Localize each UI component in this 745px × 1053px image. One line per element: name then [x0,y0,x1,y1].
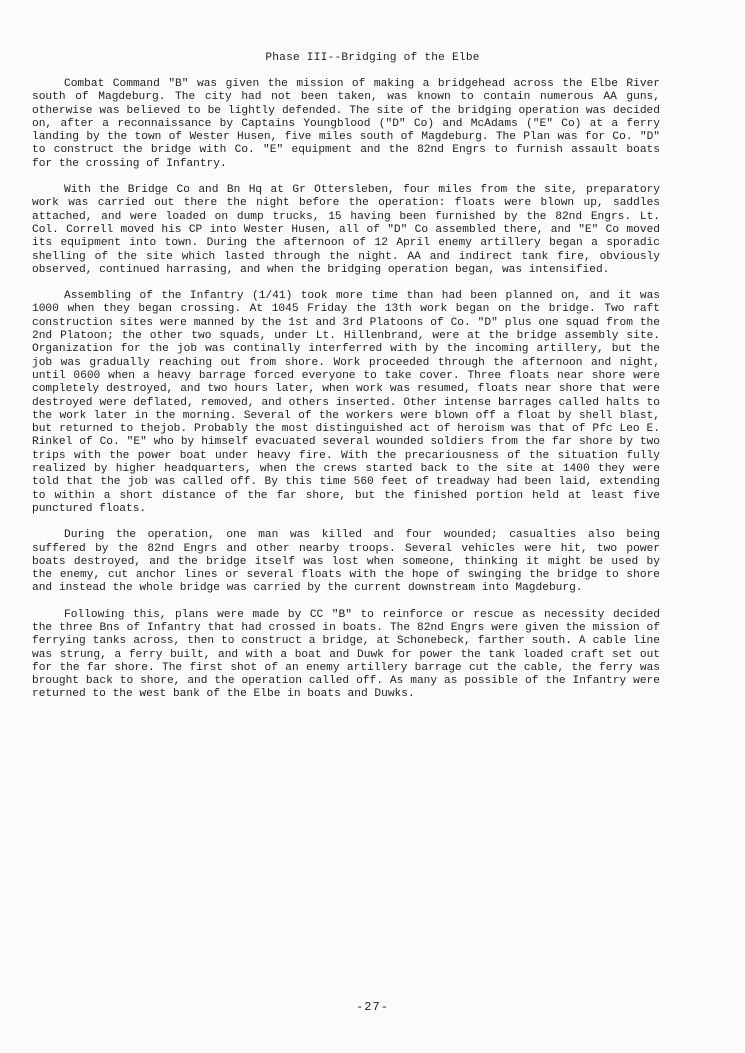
paragraph-ferrying-tanks: Following this, plans were made by CC "B" to reinforce or rescue as necessity decided the three Bns of Infantry that had crossed in boats. The 82nd Engrs were given the mission of ferrying tanks across, then to construct a bridge, at Schonebeck, farther south. A cable line was strung, a ferry built, and with a boat and Duwk for power the tank loaded craft set out for the far shore. The first shot of an enemy artillery barrage cut the cable, the ferry was brought back to shore, and the operation called off. As many as possible of the Infantry were returned to the west bank of the Elbe in boats and Duwks. [32,608,660,701]
page-title: Phase III--Bridging of the Elbe [265,52,480,64]
paragraph-casualties: During the operation, one man was killed and four wounded; casualties also being suffered by the 82nd Engrs and other nearby troops. Several vehicles were hit, two power boats destroyed, and the bridge itself was lost when someone, thinking it might be used by the enemy, cut anchor lines or several floats with the hope of swinging the bridge to shore and instead the whole bridge was carried by the current downstream into Magdeburg. [32,529,660,595]
paragraph-preparatory-work: With the Bridge Co and Bn Hq at Gr Ottersleben, four miles from the site, preparatory work was carried out there the night before the operation: floats were blown up, saddles attached, and were loaded on dump trucks, 15 having been furnished by the 82nd Engrs. Lt. Col. Correll moved his CP into Wester Husen, all of "D" Co assembled there, and "E" Co moved its equipment into town. During the afternoon of 12 April enemy artillery began a sporadic shelling of the site which lasted through the night. AA and indirect tank fire, obviously observed, continued harrasing, and when the bridging operation began, was intensified. [32,184,660,276]
paragraph-infantry-assembly: Assembling of the Infantry (1/41) took more time than had been planned on, and it was 1000 when they began crossing. At 1045 Friday the 13th work began on the bridge. Two raft construction sites were manned by the 1st and 3rd Platoons of Co. "D" plus one squad from the 2nd Platoon; the other two squads, under Lt. Hillenbrand, were at the bridge assembly site. Organization for the job was continally interferred with by the incoming artillery, but the job was gradually reaching out from shore. Work proceeded through the afternoon and night, until 0600 when a heavy barrage forced everyone to take cover. Three floats near shore were completely destroyed, and two hours later, when work was resumed, floats near shore that were destroyed were deflated, removed, and others inserted. Other intense barrages called halts to the work later in the morning. Several of the workers were blown off a float by shell blast, but returned to thejob. Probably the most distinguished act of heroism was that of Pfc Leo E. Rinkel of Co. "E" who by himself evacuated several wounded soldiers from the far shore by two trips with the power boat under heavy fire. With the precariousness of the situation fully realized by higher headquarters, when the crews started back to the site at 1400 they were told that the job was called off. By this time 560 feet of treadway had been laid, extending to within a short distance of the far shore, but the finished portion held at least five punctured floats. [32,290,660,515]
paragraph-combat-command: Combat Command "B" was given the mission of making a bridgehead across the Elbe River south of Magdeburg. The city had not been taken, was known to contain numerous AA guns, otherwise was believed to be lightly defended. The site of the bridging operation was decided on, after a reconnaissance by Captains Youngblood ("D" Co) and McAdams ("E" Co) at a ferry landing by the town of Wester Husen, five miles south of Magdeburg. The Plan was for Co. "D" to construct the bridge with Co. "E" equipment and the 82nd Engrs to furnish assault boats for the crossing of Infantry. [32,78,660,170]
page-number: -27- [356,1000,389,1014]
document-body [32,78,660,715]
